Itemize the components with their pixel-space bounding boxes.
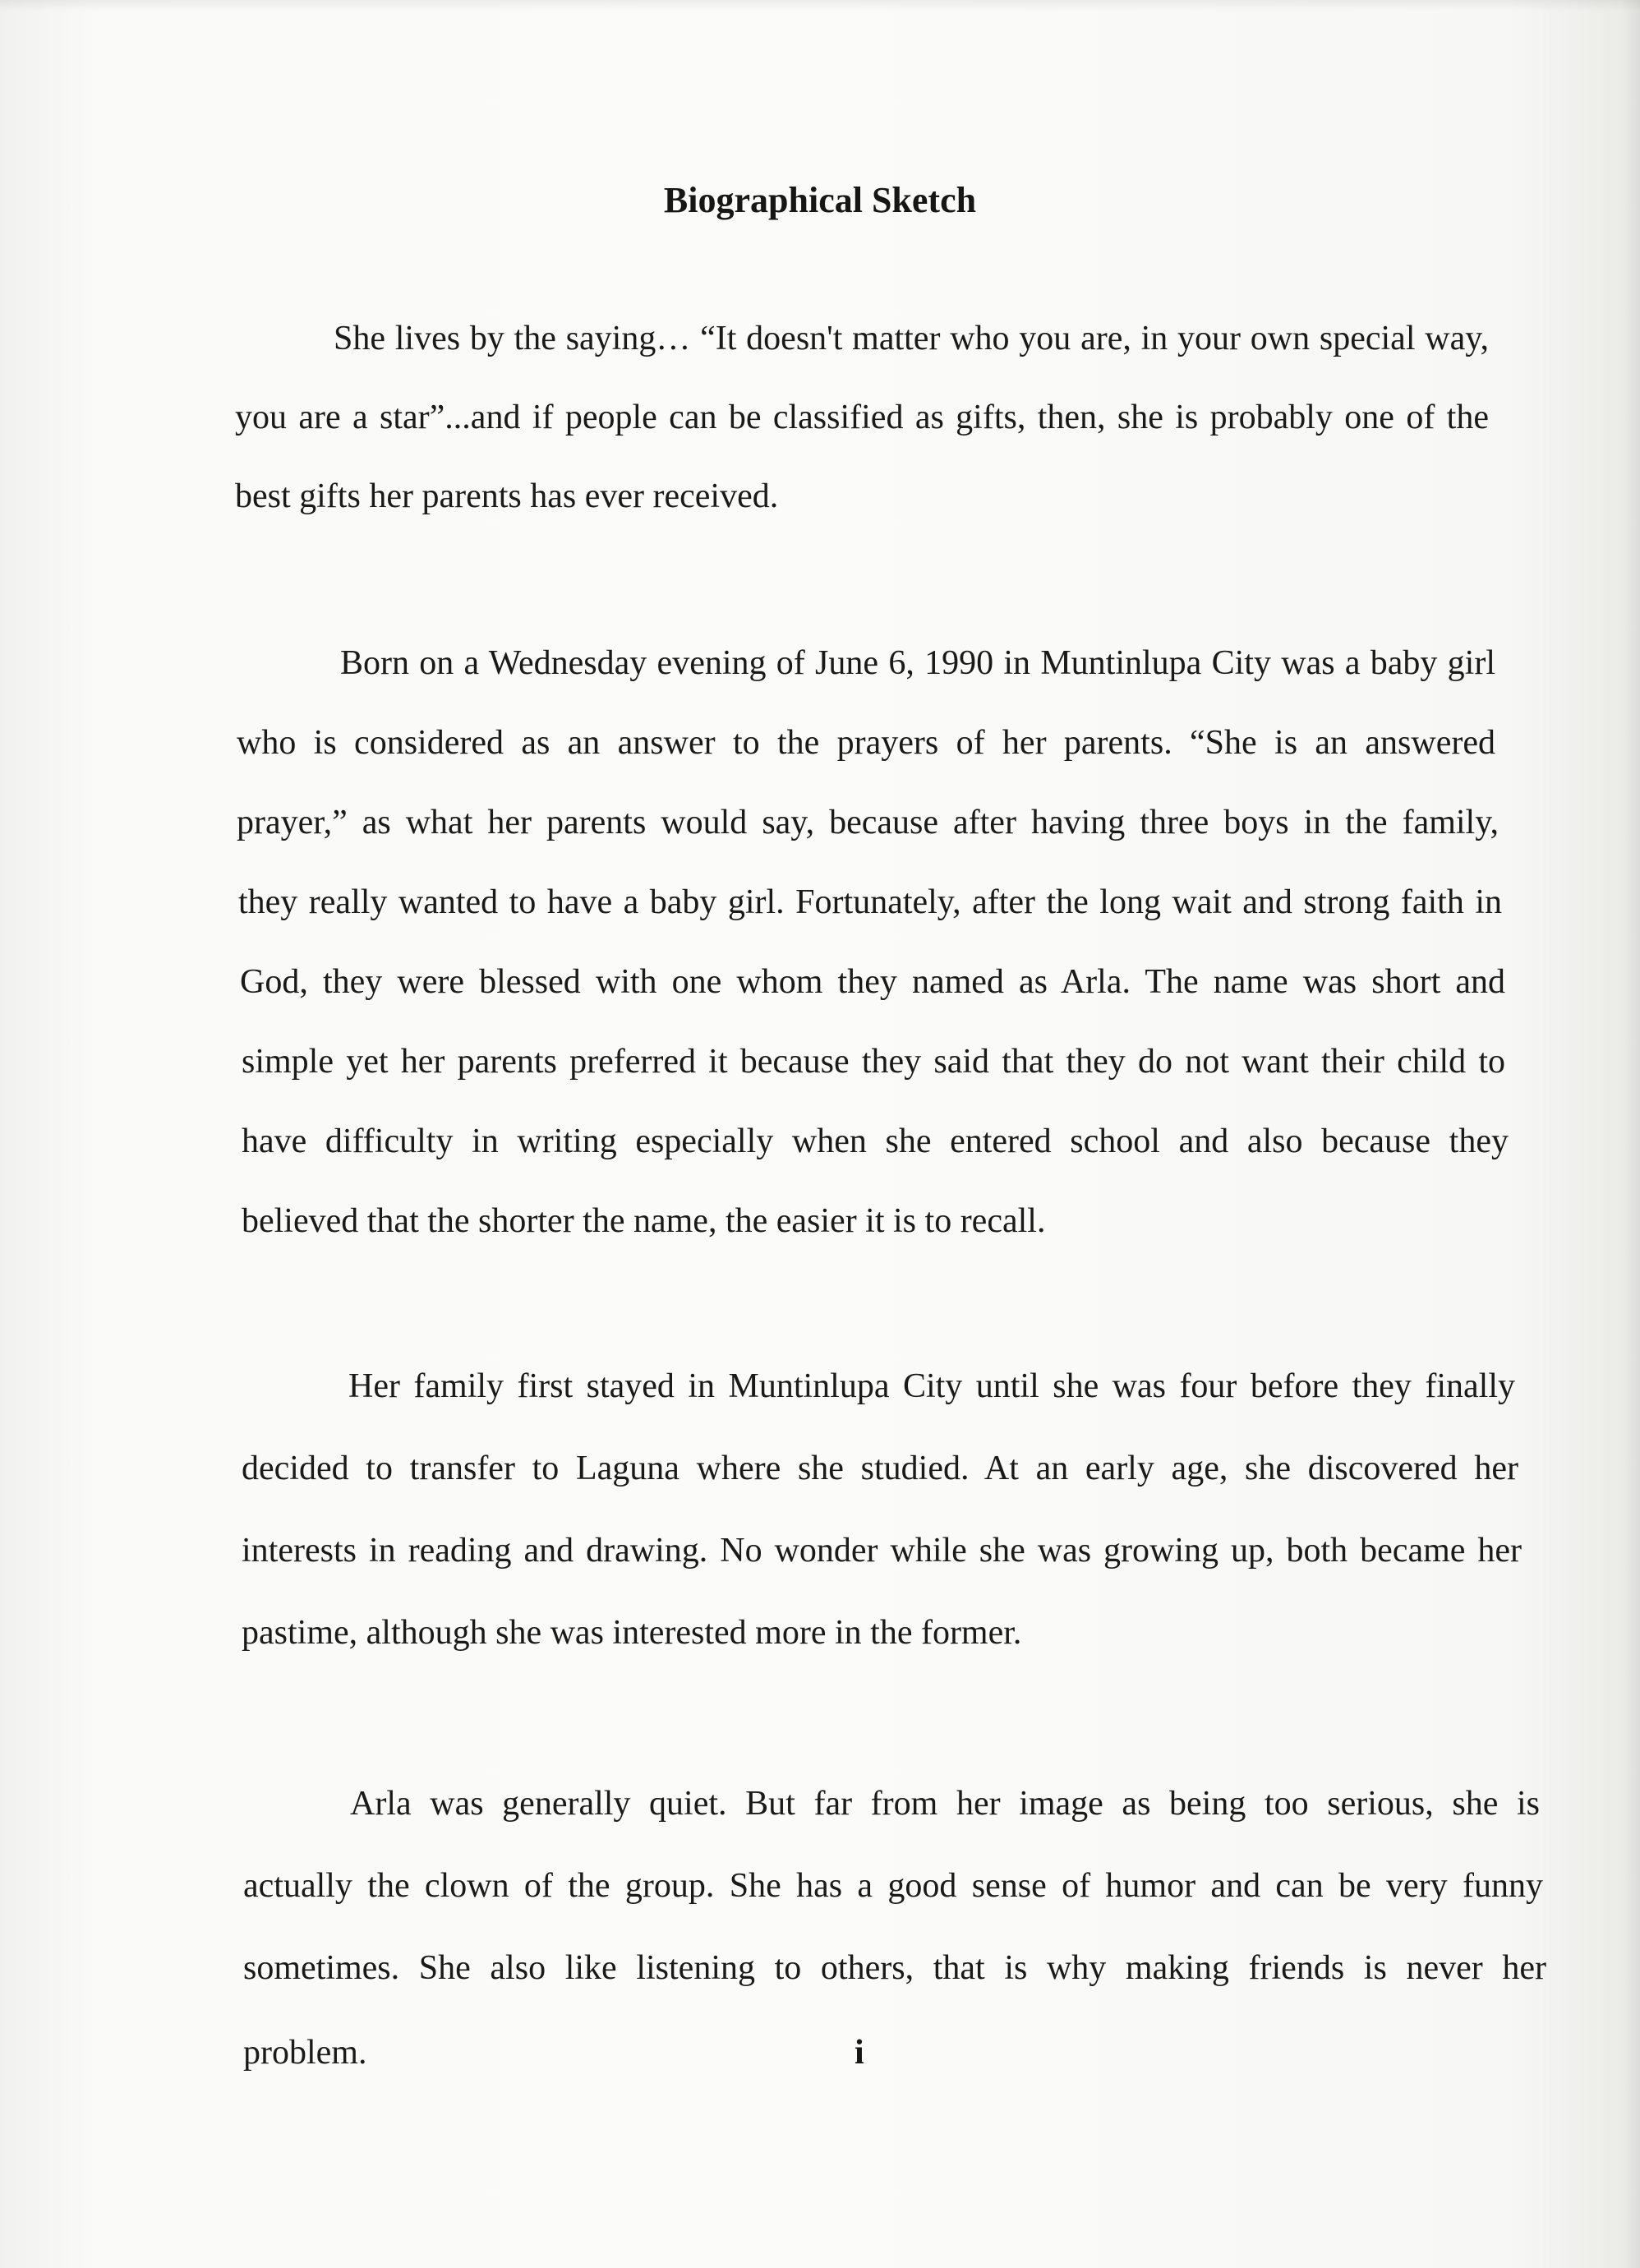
page-title: Biographical Sketch bbox=[663, 180, 977, 220]
paragraph-line: sometimes. She also like listening to others, that is why making friends is never her bbox=[243, 1949, 1546, 1987]
paragraph-line: Her family first stayed in Muntinlupa City until she was four before they finally bbox=[348, 1367, 1515, 1405]
paragraph-line: simple yet her parents preferred it because they said that they do not want their child to bbox=[242, 1043, 1505, 1081]
paragraph-line: you are a star”...and if people can be classified as gifts, then, she is probably one of the bbox=[235, 399, 1489, 436]
paragraph-line: best gifts her parents has ever received. bbox=[235, 477, 779, 515]
paragraph-line: prayer,” as what her parents would say, because after having three boys in the family, bbox=[237, 804, 1499, 841]
paragraph-line: God, they were blessed with one whom they named as Arla. The name was short and bbox=[240, 963, 1505, 1001]
paragraph-line: interests in reading and drawing. No wonder while she was growing up, both became her bbox=[242, 1532, 1522, 1570]
paragraph-line: believed that the shorter the name, the easier it is to recall. bbox=[242, 1202, 1046, 1240]
paragraph-line: Born on a Wednesday evening of June 6, 1990 in Muntinlupa City was a baby girl bbox=[340, 644, 1495, 682]
page-edge-shadow bbox=[1622, 0, 1640, 2268]
paragraph-line: problem. bbox=[243, 2034, 367, 2072]
paragraph-line: actually the clown of the group. She has a good sense of humor and can be very funny bbox=[243, 1867, 1543, 1905]
page-top-shadow bbox=[0, 0, 1640, 12]
paragraph-line: have difficulty in writing especially when she entered school and also because they bbox=[242, 1122, 1509, 1160]
paragraph-line: who is considered as an answer to the prayers of her parents. “She is an answered bbox=[237, 724, 1495, 762]
paragraph-line: decided to transfer to Laguna where she studied. At an early age, she discovered her bbox=[242, 1450, 1518, 1487]
paragraph-line: pastime, although she was interested more in the former. bbox=[242, 1614, 1022, 1652]
paragraph-line: they really wanted to have a baby girl. Fortunately, after the long wait and strong faith in bbox=[238, 883, 1502, 921]
paragraph-line: She lives by the saying… “It doesn't matter who you are, in your own special way, bbox=[334, 320, 1489, 357]
paragraph-line: Arla was generally quiet. But far from her image as being too serious, she is bbox=[350, 1785, 1540, 1823]
page-number: i bbox=[855, 2034, 864, 2072]
